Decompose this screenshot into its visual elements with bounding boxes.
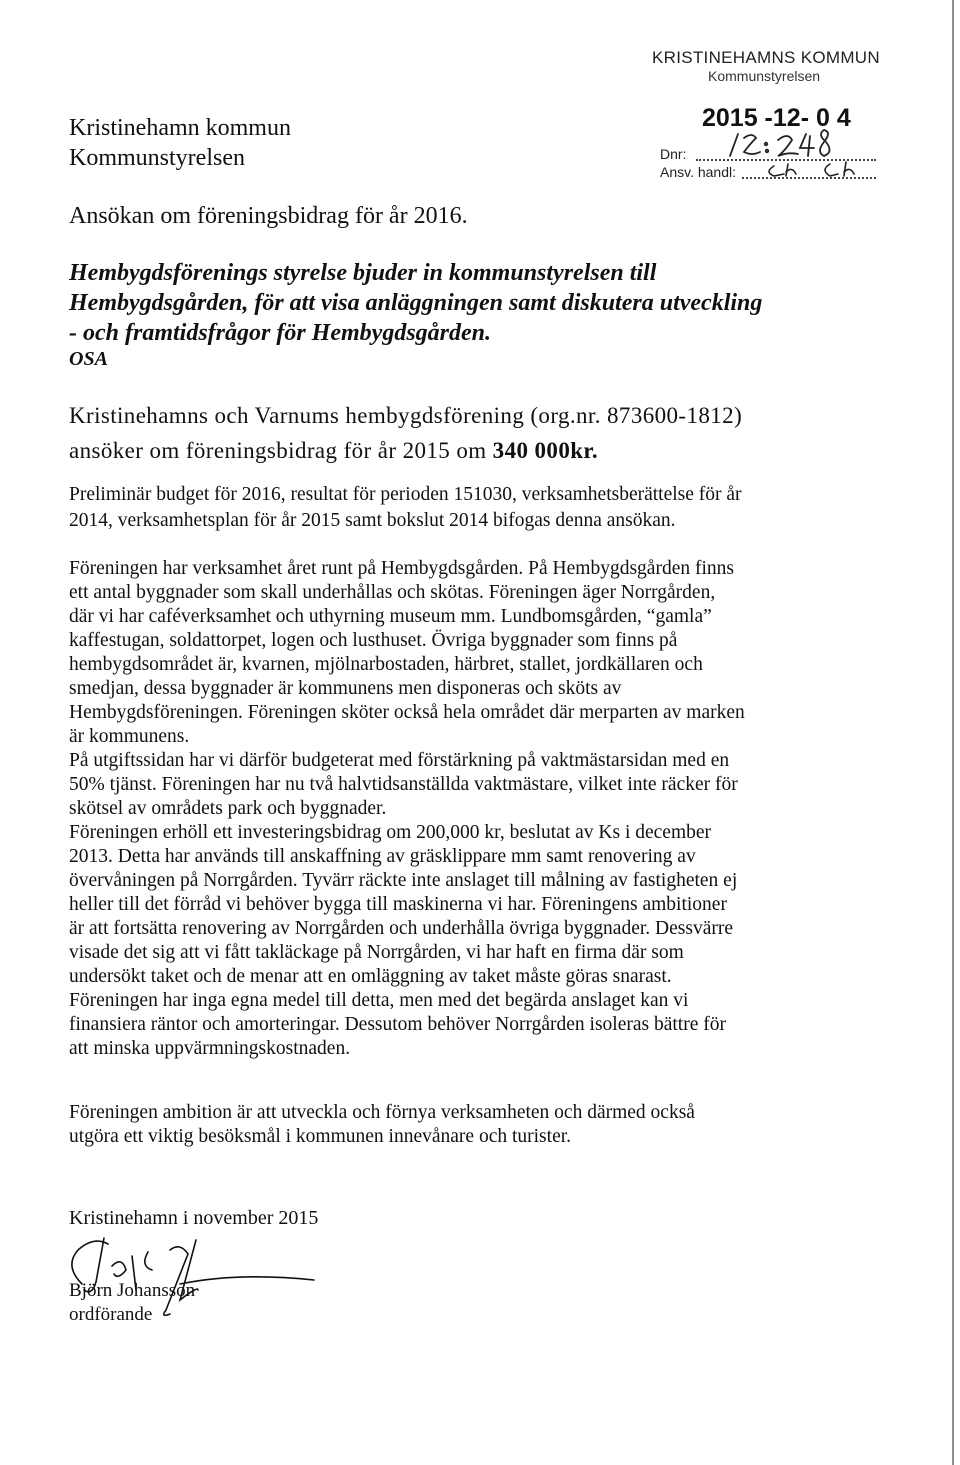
stamp-ansv-handwriting <box>769 162 854 176</box>
body-line: kaffestugan, soldattorpet, logen och lusthuset. Övriga byggnader som finns på <box>69 630 678 651</box>
body-line: 2013. Detta har används till anskaffning av gräsklippare mm samt renovering av <box>69 846 696 867</box>
stamp-organization: KRISTINEHAMNS KOMMUN <box>652 48 880 67</box>
stamp-ansv-label: Ansv. handl: <box>660 164 737 180</box>
application-line-2 <box>69 433 598 468</box>
body-line: finansiera räntor och amorteringar. Dessutom behöver Norrgården isoleras bättre för <box>69 1014 726 1035</box>
stamp-department: Kommunstyrelsen <box>708 68 821 84</box>
stamp-handwriting <box>652 48 892 188</box>
registration-stamp <box>652 48 892 188</box>
body-line: 50% tjänst. Föreningen har nu två halvtidsanställda vaktmästare, vilket inte räcker för <box>69 774 738 795</box>
body-line: På utgiftssidan har vi därför budgeterat med förstärkning på vaktmästarsidan med en <box>69 750 730 771</box>
body-line: heller till det förråd vi behöver bygga till maskinerna vi har. Föreningens ambitioner <box>69 894 727 915</box>
body-line: smedjan, dessa byggnader är kommunens men disponeras och sköts av <box>69 678 622 699</box>
stamp-dnr-label: Dnr: <box>660 146 687 162</box>
signatory-title: ordförande <box>69 1304 153 1325</box>
application-line-1: Kristinehamns och Varnums hembygdsförening (org.nr. 873600-1812) <box>69 403 743 428</box>
application-amount: 340 000kr. <box>492 438 599 463</box>
recipient-line-1: Kristinehamn kommun <box>69 115 291 141</box>
osa-label: OSA <box>69 348 108 370</box>
subject-line: Ansökan om föreningsbidrag för år 2016. <box>69 203 468 229</box>
recipient-line-2: Kommunstyrelsen <box>69 145 245 171</box>
body-line: övervåningen på Norrgården. Tyvärr räckte inte anslaget till målning av fastigheten ej <box>69 870 738 891</box>
closing-line-1: Föreningen ambition är att utveckla och förnya verksamheten och därmed också <box>69 1102 695 1123</box>
invitation-line-1: Hembygdsförenings styrelse bjuder in kommunstyrelsen till <box>69 260 657 286</box>
place-and-date: Kristinehamn i november 2015 <box>69 1207 319 1229</box>
body-line: ett antal byggnader som skall underhållas och skötas. Föreningen äger Norrgården, <box>69 582 716 603</box>
body-line: Föreningen har inga egna medel till detta, men med det begärda anslaget kan vi <box>69 990 689 1011</box>
page-edge <box>952 0 954 1465</box>
invitation-line-2: Hembygdsgården, för att visa anläggningen samt diskutera utveckling <box>69 290 763 316</box>
signatory-name: Björn Johansson <box>69 1280 196 1301</box>
attachments-line-1: Preliminär budget för 2016, resultat för perioden 151030, verksamhetsberättelse för år <box>69 484 742 505</box>
body-line: skötsel av områdets park och byggnader. <box>69 798 387 819</box>
invitation-line-3: - och framtidsfrågor för Hembygdsgården. <box>69 320 491 346</box>
body-line: där vi har caféverksamhet och uthyrning museum mm. Lundbomsgården, “gamla” <box>69 606 712 627</box>
body-line: att minska uppvärmningskostnaden. <box>69 1038 351 1059</box>
body-line: visade det sig att vi fått takläckage på Norrgården, vi har haft en firma där som <box>69 942 684 963</box>
body-line: Föreningen erhöll ett investeringsbidrag om 200,000 kr, beslutat av Ks i december <box>69 822 712 843</box>
body-line: är kommunens. <box>69 726 190 747</box>
body-line: Föreningen har verksamhet året runt på Hembygdsgården. På Hembygdsgården finns <box>69 558 734 579</box>
stamp-date: 2015 -12- 0 4 <box>702 104 851 132</box>
closing-line-2: utgöra ett viktig besöksmål i kommunen innevånare och turister. <box>69 1126 572 1147</box>
application-text: ansöker om föreningsbidrag för år 2015 om <box>69 438 493 463</box>
body-line: hembygdsområdet är, kvarnen, mjölnarbostaden, härbret, stallet, jordkällaren och <box>69 654 703 675</box>
stamp-dnr-handwriting <box>730 130 830 156</box>
body-line: Hembygdsföreningen. Föreningen sköter också hela området där merparten av marken <box>69 702 745 723</box>
body-line: är att fortsätta renovering av Norrgården och underhålla övriga byggnader. Dessvärre <box>69 918 733 939</box>
body-line: undersökt taket och de menar att en omläggning av taket måste göras snarast. <box>69 966 672 987</box>
attachments-line-2: 2014, verksamhetsplan för år 2015 samt bokslut 2014 bifogas denna ansökan. <box>69 510 676 531</box>
